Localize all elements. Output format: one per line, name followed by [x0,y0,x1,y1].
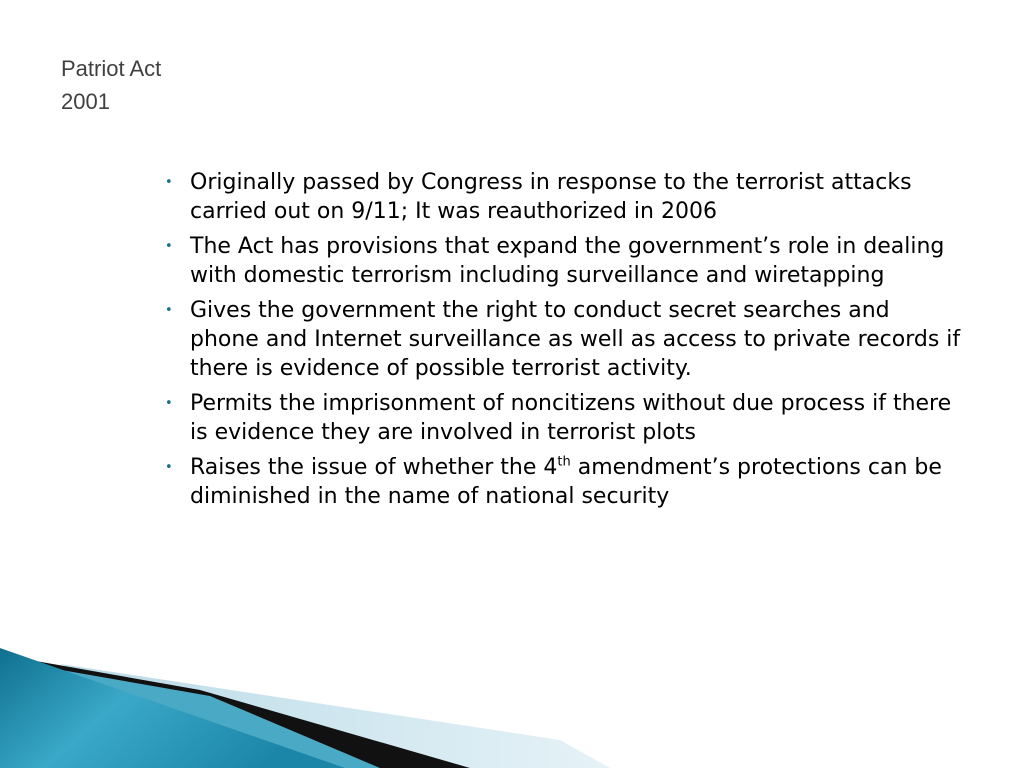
bullet-dot-icon: • [165,175,173,190]
bullet-text-pre: Raises the issue of whether the 4 [190,455,558,480]
bullet-dot-icon: • [165,460,173,475]
title-line-1: Patriot Act [61,56,162,81]
corner-swoosh-decoration [0,600,620,768]
slide-title [61,52,161,118]
title-line-2: 2001 [61,89,110,114]
bullet-text: Permits the imprisonment of noncitizens without due process if there is evidence they are involved in terrorist plots [190,391,952,445]
bullet-text: Originally passed by Congress in response to the terrorist attacks carried out on 9/11; It was reauthorized in 2006 [190,170,912,224]
bullet-item [164,296,964,383]
bullet-item [164,453,964,511]
bullet-list [164,168,964,517]
bullet-item [164,168,964,226]
bullet-dot-icon: • [165,396,173,411]
bullet-dot-icon: • [165,239,173,254]
bullet-item [164,389,964,447]
ordinal-superscript: th [557,454,571,470]
bullet-dot-icon: • [165,303,173,318]
bullet-item [164,232,964,290]
bullet-text [190,455,942,509]
bullet-text: The Act has provisions that expand the government’s role in dealing with domestic terrorism including surveillance and wiretapping [190,234,945,288]
bullet-text-post: amendment’s protections can be diminished in the name of national security [190,455,942,509]
bullet-text: Gives the government the right to conduct secret searches and phone and Internet surveillance as well as access to private records if there is evidence of possible terrorist activity. [190,298,961,381]
